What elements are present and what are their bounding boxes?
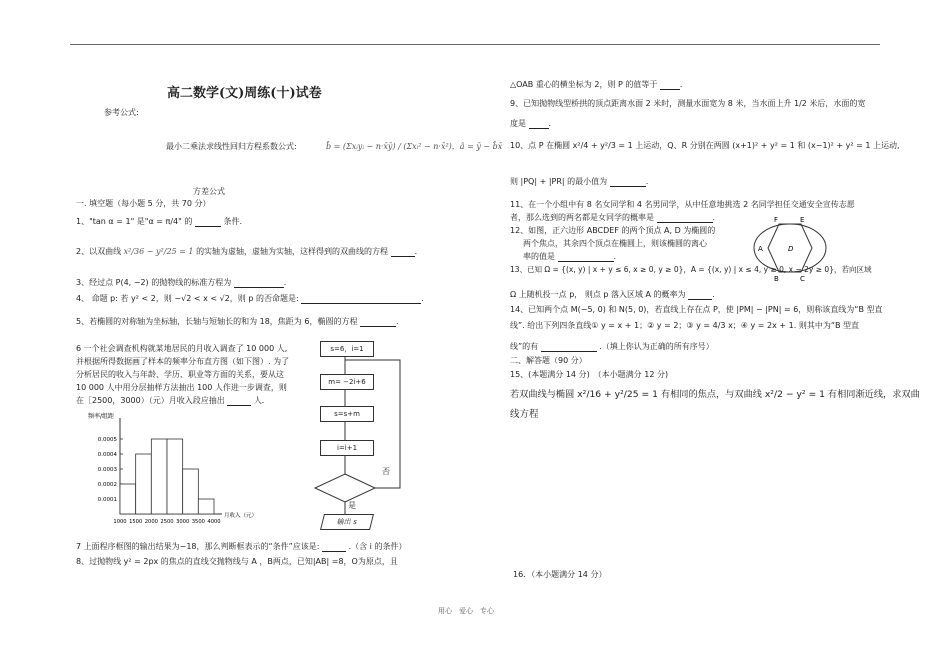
- question-6-tail: 人.: [253, 396, 265, 405]
- right-q8-cont: △OAB 重心的横坐标为 2，则 P 的值等于 .: [510, 80, 683, 89]
- question-7-tail: .（含 i 的条件）: [348, 542, 407, 551]
- question-2-math: x²/36 − y²/25 = 1: [123, 247, 194, 256]
- chart-title: 频率/组距: [88, 413, 115, 420]
- question-7-text: 7 上面程序框图的输出结果为−18，那么判断框表示的“条件”应该是:: [76, 542, 320, 551]
- question-10-line-1: 10、点 P 在椭圆 x²/4 + y²/3 = 1 上运动，Q、R 分别在两圆 (x+1)² + y² = 1 和 (x−1)² + y² = 1 上运动,: [510, 141, 900, 150]
- histogram-bar: [183, 469, 199, 514]
- vertex-label-c: C: [800, 275, 805, 283]
- y-tick-label: 0.0001: [97, 497, 117, 503]
- flowchart-no-label: 否: [382, 467, 390, 476]
- question-10-line-2-text: 则 |PQ| + |PR| 的最小值为: [510, 177, 608, 186]
- answer-blank[interactable]: [541, 342, 597, 352]
- answer-blank[interactable]: [558, 252, 614, 262]
- section-answers: 二、解答题（90 分）: [510, 356, 587, 365]
- flowchart-step-s: s=s+m: [320, 406, 374, 422]
- decision-diamond: [315, 474, 375, 502]
- histogram-bar: [120, 484, 136, 514]
- question-5-text: 5、若椭圆的对称轴为坐标轴，长轴与短轴长的和为 18，焦距为 6，椭圆的方程: [76, 317, 358, 326]
- question-1-text: 1、"tan α = 1" 是"α = π/4" 的: [76, 217, 193, 226]
- answer-blank[interactable]: [660, 80, 680, 90]
- answer-blank[interactable]: [227, 396, 251, 406]
- question-3-text: 3、经过点 P(4, −2) 的抛物线的标准方程为: [76, 278, 232, 287]
- answer-blank[interactable]: [688, 290, 712, 300]
- flowchart-step-m: m= −2i+6: [320, 374, 374, 390]
- page-title: 高二数学(文)周练(十)试卷: [167, 86, 322, 101]
- answer-blank[interactable]: [610, 177, 646, 187]
- question-13-line-1: 13、已知 Ω = {(x, y) | x + y ≤ 6, x ≥ 0, y ≥ 0}，A = {(x, y) | x ≤ 4, y ≥ 0, x − 2y ≥ 0}，若向区域: [510, 265, 872, 274]
- histogram-bar: [167, 439, 183, 514]
- regression-formula: b̂ = (Σxᵢyᵢ − n·x̄ȳ) / (Σxᵢ² − n·x̄²)，â = ȳ − b̂x̄: [326, 142, 503, 151]
- x-tick-label: 2000: [144, 519, 158, 525]
- question-14-line-3-text: 线”的有: [510, 342, 539, 351]
- flowchart-output: 输出 s: [320, 514, 374, 530]
- question-6-line-5: [76, 396, 264, 406]
- y-tick-label: 0.0003: [97, 467, 117, 473]
- question-11-line-2-text: 者，那么选到的两名都是女同学的概率是: [510, 213, 654, 222]
- histogram-bar: [151, 439, 167, 514]
- question-9-line-2-text: 度是: [510, 119, 526, 128]
- question-6-line-3: 分析居民的收入与年龄、学历、职业等方面的关系，要从这: [76, 370, 284, 379]
- question-12-line-1: 12、如图，正六边形 ABCDEF 的两个顶点 A, D 为椭圆的: [510, 226, 716, 235]
- question-10-line-2: 则 |PQ| + |PR| 的最小值为 .: [510, 177, 649, 186]
- question-6-line-4: 10 000 人中用分层抽样方法抽出 100 人作进一步调查，则: [76, 383, 287, 392]
- answer-blank[interactable]: [301, 294, 421, 304]
- flowchart-lines: [310, 336, 420, 536]
- question-6-line-5-text: 在［2500，3000）（元）月收入段应抽出: [76, 396, 225, 405]
- question-15-body-1: 若双曲线与椭圆 x²/16 + y²/25 = 1 有相同的焦点，与双曲线 x²/2 − y² = 1 有相同渐近线，求双曲: [510, 389, 920, 400]
- vertex-label-d: D: [788, 245, 794, 253]
- question-14-line-3-tail: .（填上你认为正确的所有序号）: [599, 342, 714, 351]
- section-fill-in: 一. 填空题（每小题 5 分，共 70 分）: [76, 199, 211, 208]
- question-3: 3、经过点 P(4, −2) 的抛物线的标准方程为 .: [76, 278, 287, 287]
- x-tick-label: 1500: [129, 519, 143, 525]
- question-14-line-1: 14、已知两个点 M(−5, 0) 和 N(5, 0)，若直线上存在点 P，使 |PM| − |PN| = 6，则称该直线为“B 型直: [510, 305, 883, 314]
- regression-label: 最小二乘法求线性回归方程系数公式:: [166, 142, 297, 151]
- formula-ref: 参考公式:: [104, 108, 139, 117]
- frequency-histogram: [84, 410, 258, 534]
- question-12-line-2: 两个焦点，其余四个顶点在椭圆上，则该椭圆的离心: [523, 239, 707, 248]
- question-12-line-3-text: 率的值是: [523, 252, 555, 261]
- question-2-text-a: 2、以双曲线: [76, 247, 122, 256]
- answer-blank[interactable]: [234, 278, 284, 288]
- question-1: [76, 217, 242, 227]
- question-11-line-2: 者，那么选到的两名都是女同学的概率是 .: [510, 213, 716, 222]
- question-6-line-1: 6 一个社会调查机构就某地居民的月收入调查了 10 000 人,: [76, 344, 288, 353]
- vertex-label-e: E: [800, 216, 805, 224]
- answer-blank[interactable]: [195, 217, 221, 227]
- histogram-bar: [136, 454, 152, 514]
- question-12-line-3: 率的值是 .: [523, 252, 617, 261]
- question-2: 2、以双曲线 x²/36 − y²/25 = 1 的实轴为虚轴，虚轴为实轴，这样得到的双曲线的方程 .: [76, 247, 418, 256]
- question-14-line-2: 线”. 给出下列四条直线① y = x + 1；② y = 2；③ y = 4/3 x；④ y = 2x + 1. 则其中为“B 型直: [510, 321, 860, 330]
- answer-blank[interactable]: [657, 213, 713, 223]
- x-tick-label: 3500: [191, 519, 205, 525]
- flowchart-yes-label: 是: [348, 501, 356, 510]
- answer-blank[interactable]: [360, 317, 396, 327]
- flowchart-step-i: i=i+1: [320, 440, 374, 456]
- y-tick-label: 0.0004: [97, 452, 117, 458]
- flowchart-start: s=6，i=1: [320, 341, 374, 357]
- question-2-text-b: 的实轴为虚轴，虚轴为实轴，这样得到的双曲线的方程: [196, 247, 389, 256]
- right-q8-text: △OAB 重心的横坐标为 2，则 P 的值等于: [510, 80, 658, 89]
- question-13-line-2-text: Ω 上随机投一点 p， 则点 p 落入区域 A 的概率为: [510, 290, 686, 299]
- x-tick-label: 1000: [113, 519, 127, 525]
- variance-label: 方差公式: [193, 187, 225, 196]
- question-6-line-2: 并根据所得数据画了样本的频率分布直方图（如下图）. 为了: [76, 357, 290, 366]
- y-tick-label: 0.0002: [97, 482, 117, 488]
- answer-blank[interactable]: [322, 542, 346, 552]
- question-7: [76, 542, 406, 552]
- question-11-line-1: 11、在一个小组中有 8 名女同学和 4 名男同学，从中任意地挑选 2 名同学担任交通安全宣传志愿: [510, 200, 855, 209]
- question-5: 5、若椭圆的对称轴为坐标轴，长轴与短轴长的和为 18，焦距为 6，椭圆的方程 .: [76, 317, 399, 326]
- x-tick-label: 3000: [176, 519, 190, 525]
- answer-blank[interactable]: [529, 119, 549, 129]
- question-16-heading: 16．（本小题满分 14 分）: [513, 570, 607, 579]
- vertex-label-a: A: [758, 245, 763, 253]
- top-rule: [70, 44, 880, 45]
- x-tick-label: 2500: [160, 519, 174, 525]
- question-9-line-1: 9、已知抛物线型桥拱的顶点距离水面 2 米时，测量水面宽为 8 米，当水面上升 1/2 米后，水面的宽: [510, 99, 866, 108]
- x-tick-label: 4000: [207, 519, 221, 525]
- page-footer: 用心 爱心 专心: [438, 607, 494, 615]
- question-14-line-3: [510, 342, 714, 352]
- answer-blank[interactable]: [391, 247, 415, 257]
- histogram-bar: [198, 499, 214, 514]
- question-4: 4、 命题 p: 若 y² < 2，则 −√2 < x < √2，则 p 的否命题是: .: [76, 294, 424, 303]
- question-9-line-2: 度是 .: [510, 119, 552, 128]
- vertex-label-b: B: [774, 275, 779, 283]
- question-8: 8、过抛物线 y² = 2px 的焦点的直线交抛物线与 A ，B两点，已知|AB| =8，O为原点，且: [76, 557, 398, 566]
- y-tick-label: 0.0005: [97, 437, 117, 443]
- question-1-tail: 条件.: [223, 217, 243, 226]
- question-15-heading: 15、(本题满分 14 分) （本小题满分 12 分): [510, 370, 669, 379]
- x-axis-label: 月收入（元）: [224, 513, 258, 519]
- question-13-line-2: Ω 上随机投一点 p， 则点 p 落入区域 A 的概率为 .: [510, 290, 715, 299]
- vertex-label-f: F: [774, 216, 779, 224]
- question-4-text: 4、 命题 p: 若 y² < 2，则 −√2 < x < √2，则 p 的否命题是:: [76, 294, 299, 303]
- question-15-body-2: 线方程: [510, 409, 539, 420]
